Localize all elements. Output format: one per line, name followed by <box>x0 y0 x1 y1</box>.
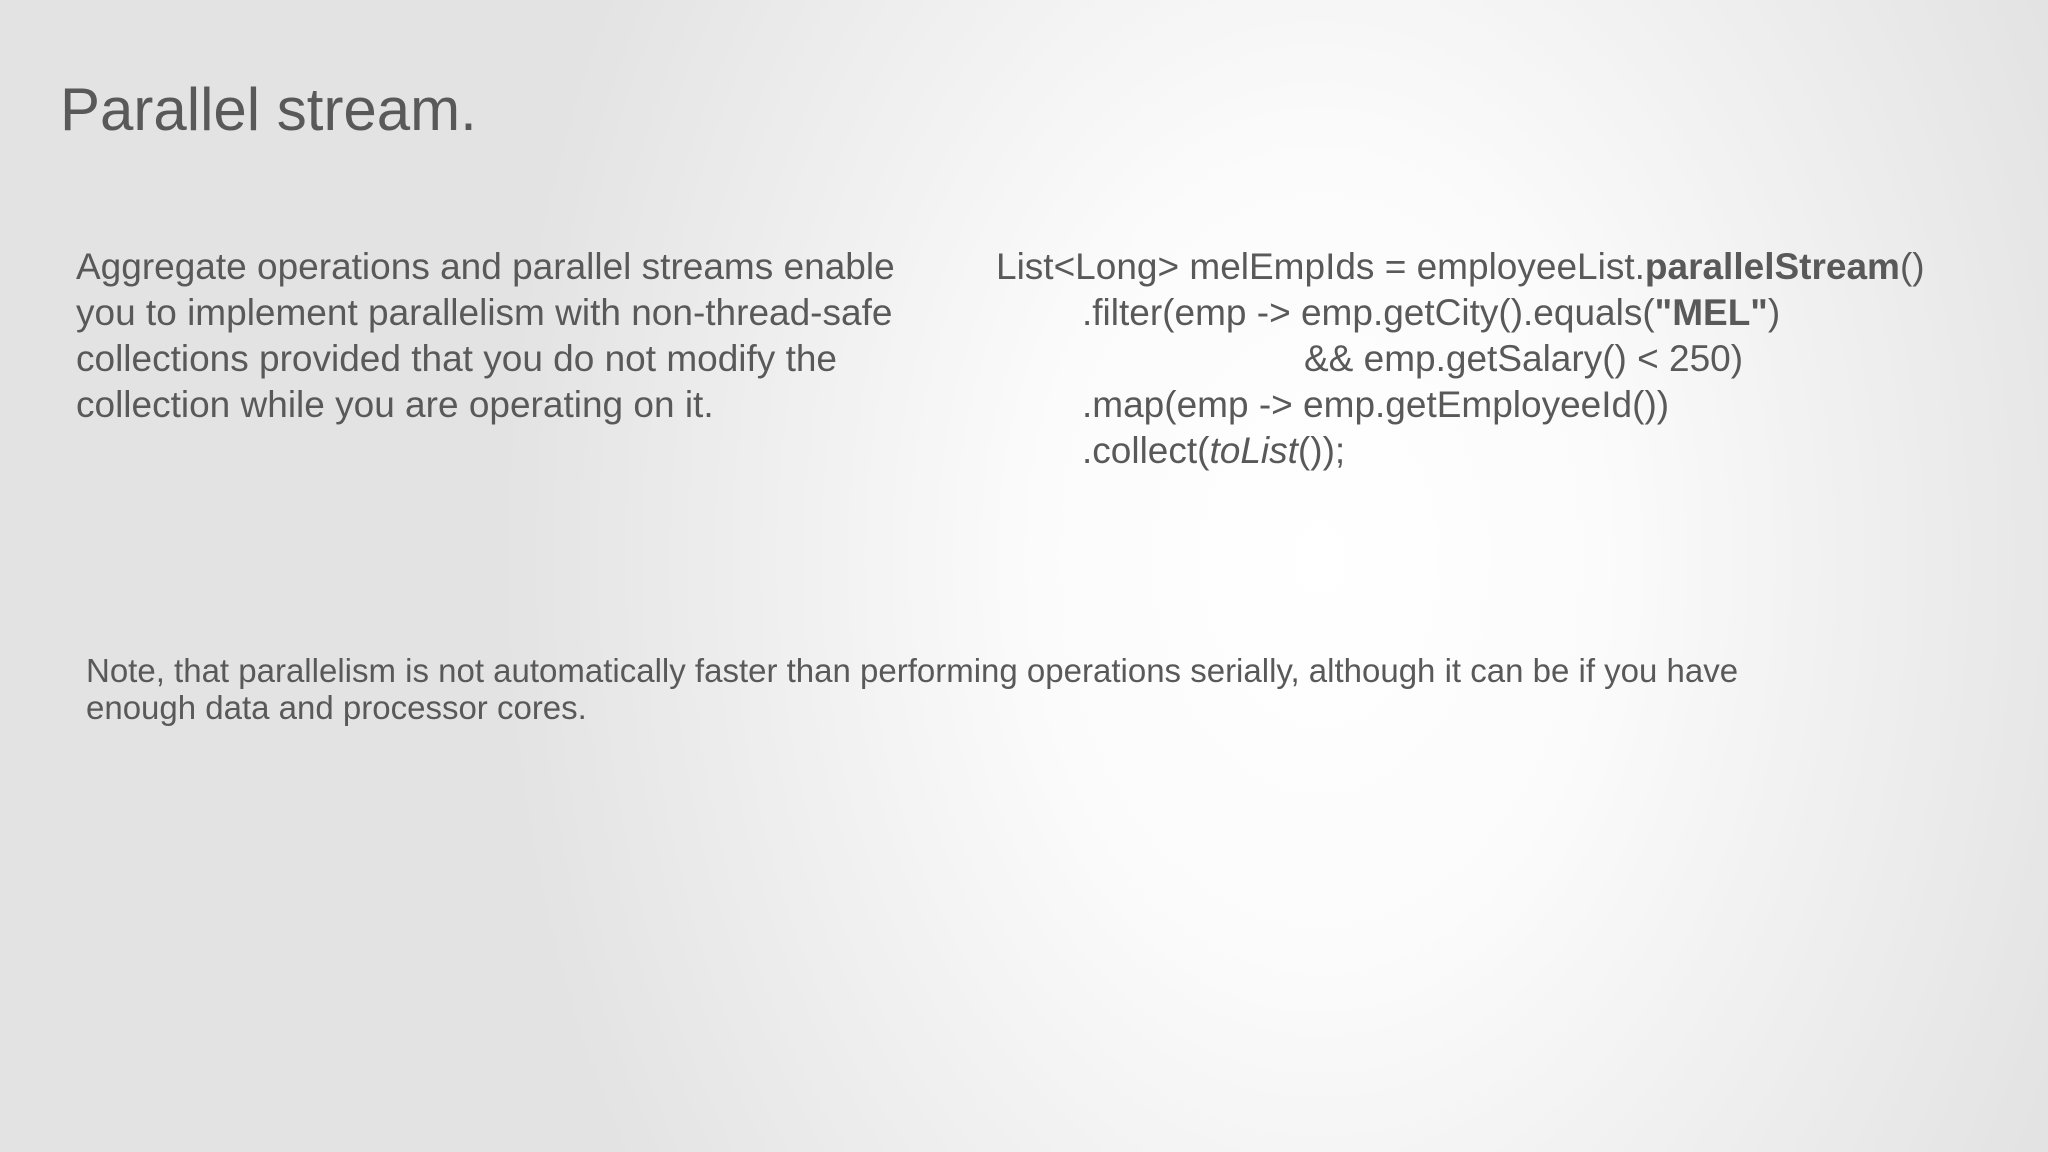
code-line-5-suffix: ()); <box>1297 430 1346 471</box>
note-paragraph: Note, that parallelism is not automatically faster than performing operations serially, although it can be if you have enough data and processor cores. <box>86 652 1739 726</box>
code-line-5 <box>996 428 2006 474</box>
code-line-4: .map(emp -> emp.getEmployeeId()) <box>1082 384 1670 425</box>
slide-title: Parallel stream. <box>60 76 477 143</box>
code-line-5-prefix: .collect( <box>1082 430 1210 471</box>
code-line-1-suffix: () <box>1899 246 1925 287</box>
code-line-1-prefix: List<Long> melEmpIds = employeeList. <box>996 246 1645 287</box>
code-line-3: && emp.getSalary() < 250) <box>1304 338 1744 379</box>
code-line-1 <box>996 244 2006 290</box>
code-line-2-suffix: ) <box>1767 292 1781 333</box>
code-snippet <box>996 244 2006 474</box>
code-parallel-stream-method: parallelStream <box>1644 246 1900 287</box>
code-string-literal: "MEL" <box>1654 292 1768 333</box>
body-paragraph: Aggregate operations and parallel streams enable you to implement parallelism with non-thread-safe collections provided that you do not modify the collection while you are operating on it. <box>76 246 895 425</box>
code-tolist-method: toList <box>1209 430 1298 471</box>
code-line-2 <box>996 290 2006 336</box>
code-line-2-prefix: .filter(emp -> emp.getCity().equals( <box>1082 292 1655 333</box>
